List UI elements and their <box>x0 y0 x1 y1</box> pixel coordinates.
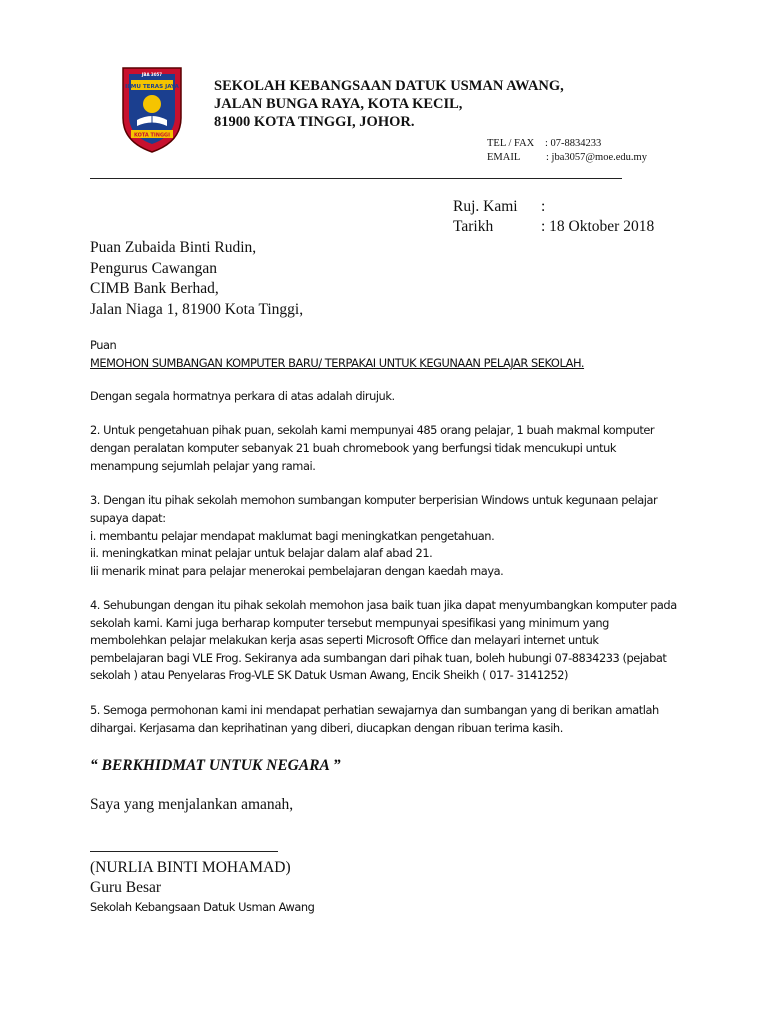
crest-place-text: KOTA TINGGI <box>133 132 171 139</box>
school-postcode: 81900 KOTA TINGGI, JOHOR. <box>214 114 415 130</box>
tarikh-value: : 18 Oktober 2018 <box>541 218 655 235</box>
paragraph-4-line: 4. Sehubungan dengan itu pihak sekolah memohon jasa baik tuan jika dapat menyumbangkan komputer pada <box>90 598 677 612</box>
recipient-line: Jalan Niaga 1, 81900 Kota Tinggi, <box>90 301 304 318</box>
crest-code-text: JBA 3057 <box>141 72 163 77</box>
paragraph-3-item: i. membantu pelajar mendapat maklumat bagi meningkatkan pengetahuan. <box>90 529 495 543</box>
paragraph-3-line: supaya dapat: <box>90 511 166 525</box>
recipient-line: Puan Zubaida Binti Rudin, <box>90 239 257 256</box>
paragraph-5-line: 5. Semoga permohonan kami ini mendapat perhatian sewajarnya dan sumbangan yang di berikan amatlah <box>90 703 659 717</box>
school-crest-logo <box>117 64 187 154</box>
crest-motto-text: ILMU TERAS JAYA <box>125 84 179 90</box>
signatory-name: (NURLIA BINTI MOHAMAD) <box>90 859 291 876</box>
school-name: SEKOLAH KEBANGSAAN DATUK USMAN AWANG, <box>214 78 564 94</box>
paragraph-3-item: Iii menarik minat para pelajar menerokai pembelajaran dengan kaedah maya. <box>90 564 504 578</box>
signatory-school: Sekolah Kebangsaan Datuk Usman Awang <box>90 900 315 914</box>
signatory-title: Guru Besar <box>90 879 162 896</box>
email-value: : jba3057@moe.edu.my <box>546 152 647 163</box>
tel-value: : 07-8834233 <box>545 138 602 149</box>
paragraph-2-line: dengan peralatan komputer sebanyak 21 buah chromebook yang berfungsi tidak mencukupi untuk <box>90 441 617 455</box>
letter-subject: MEMOHON SUMBANGAN KOMPUTER BARU/ TERPAKAI UNTUK KEGUNAAN PELAJAR SEKOLAH. <box>90 356 585 370</box>
paragraph-4-line: pembelajaran bagi VLE Frog. Sekiranya ada sumbangan dari pihak tuan, boleh hubungi 07-8834233 (pejabat <box>90 651 667 665</box>
signature-line <box>90 851 278 852</box>
tarikh-label: Tarikh <box>453 218 494 235</box>
email-label: EMAIL <box>487 152 521 163</box>
ruj-value: : <box>541 198 546 215</box>
paragraph-2-line: menampung sejumlah pelajar yang ramai. <box>90 459 316 473</box>
paragraph-3-item: ii. meningkatkan minat pelajar untuk belajar dalam alaf abad 21. <box>90 546 433 560</box>
paragraph-4-line: membolehkan pelajar melakukan kerja asas seperti Microsoft Office dan melayari internet untuk <box>90 633 599 647</box>
paragraph-1: Dengan segala hormatnya perkara di atas adalah dirujuk. <box>90 389 395 403</box>
motto: “ BERKHIDMAT UNTUK NEGARA ” <box>90 757 341 774</box>
tel-label: TEL / FAX <box>487 138 535 149</box>
paragraph-2-line: 2. Untuk pengetahuan pihak puan, sekolah kami mempunyai 485 orang pelajar, 1 buah makmal komputer <box>90 423 655 437</box>
header-divider <box>90 178 622 179</box>
paragraph-3-line: 3. Dengan itu pihak sekolah memohon sumbangan komputer berperisian Windows untuk kegunaan pelajar <box>90 493 658 507</box>
recipient-line: CIMB Bank Berhad, <box>90 280 219 297</box>
ruj-label: Ruj. Kami <box>453 198 518 215</box>
paragraph-5-line: dihargai. Kerjasama dan keprihatinan yang diberi, diucapkan dengan ribuan terima kasih. <box>90 721 563 735</box>
paragraph-4-line: sekolah kami. Kami juga berharap komputer tersebut mempunyai spesifikasi yang minimum yang <box>90 616 609 630</box>
recipient-line: Pengurus Cawangan <box>90 260 217 277</box>
paragraph-4-line: sekolah ) atau Penyelaras Frog-VLE SK Datuk Usman Awang, Encik Sheikh ( 017- 3141252) <box>90 668 569 682</box>
school-address: JALAN BUNGA RAYA, KOTA KECIL, <box>214 96 463 112</box>
closing: Saya yang menjalankan amanah, <box>90 796 294 813</box>
salutation: Puan <box>90 338 117 352</box>
